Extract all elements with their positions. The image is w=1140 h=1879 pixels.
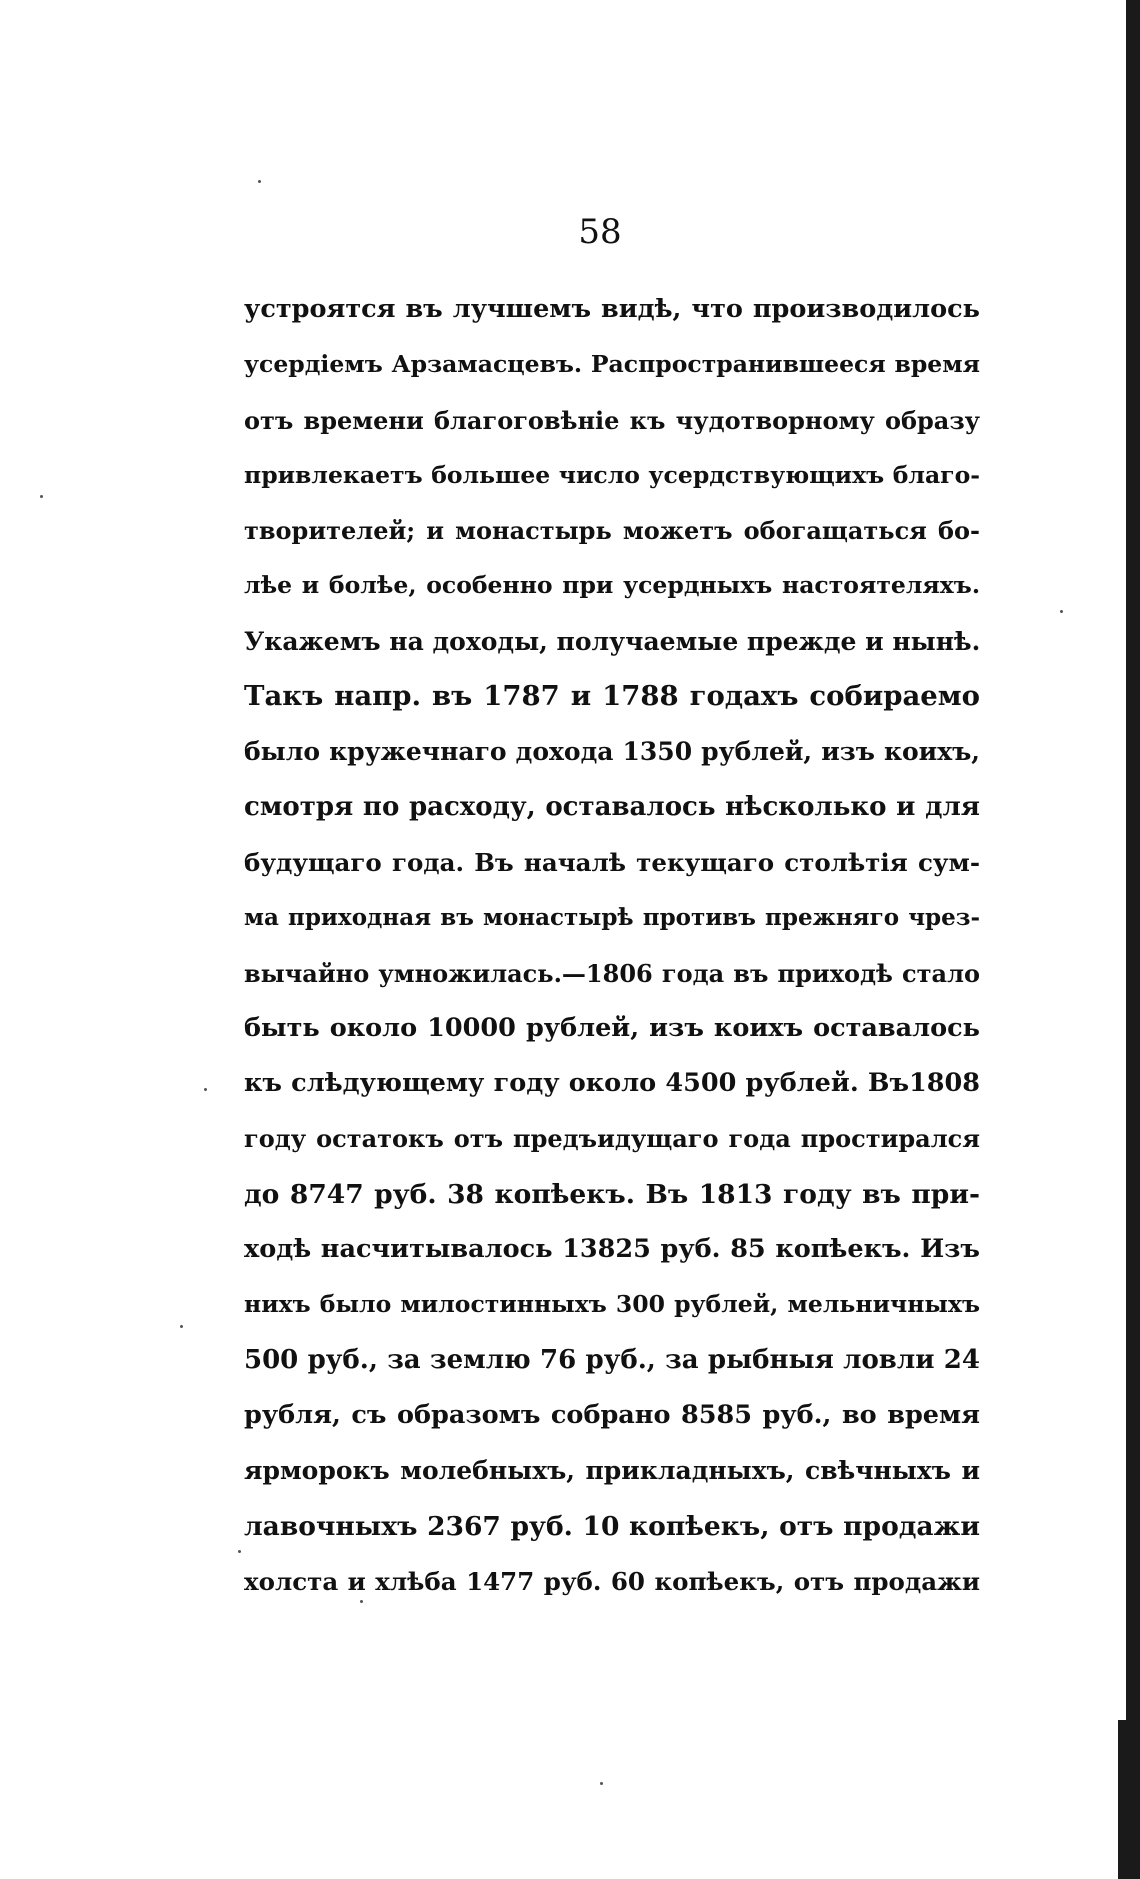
text-line: ярморокъ молебныхъ, прикладныхъ, свѣчныхъ и <box>244 1456 980 1486</box>
scan-speck <box>204 1088 207 1091</box>
text-line: отъ времени благоговѣніе къ чудотворному образу <box>244 405 980 435</box>
text-line: ходѣ насчитывалось 13825 руб. 85 копѣекъ. Изъ <box>244 1234 980 1265</box>
text-line: вычайно умножилась.—1806 года въ приходѣ стало <box>244 958 980 988</box>
text-line: ма приходная въ монастырѣ противъ прежняго чрез- <box>244 904 980 932</box>
scan-speck <box>1060 610 1063 613</box>
text-line: году остатокъ отъ предъидущаго года простирался <box>244 1124 980 1154</box>
text-line: нихъ было милостинныхъ 300 рублей, мельничныхъ <box>244 1290 980 1319</box>
text-line: усердіемъ Арзамасцевъ. Распространившееся время <box>244 350 980 379</box>
text-line: рубля, съ образомъ собрано 8585 руб., во время <box>244 1399 980 1430</box>
text-line: смотря по расходу, оставалось нѣсколько и для <box>244 791 980 822</box>
scan-speck <box>600 1782 603 1785</box>
text-line: привлекаетъ большее число усердствующихъ благо- <box>244 460 980 489</box>
page-edge-shadow-bottom <box>1118 1720 1140 1879</box>
text-line: Укажемъ на доходы, получаемые прежде и нынѣ. <box>244 626 981 656</box>
text-line: къ слѣдующему году около 4500 рублей. Въ1808 <box>244 1068 980 1099</box>
text-line: лавочныхъ 2367 руб. 10 копѣекъ, отъ продажи <box>244 1510 980 1542</box>
page-edge-shadow <box>1126 0 1140 1879</box>
text-line: устроятся въ лучшемъ видѣ, что производилось <box>244 294 980 324</box>
body-text <box>244 282 980 1609</box>
scan-speck <box>180 1325 183 1328</box>
scan-speck <box>360 1600 363 1603</box>
page-number: 58 <box>578 212 622 252</box>
text-line: лѣе и болѣе, особенно при усердныхъ настоятеляхъ. <box>244 571 980 600</box>
text-line: быть около 10000 рублей, изъ коихъ оставалось <box>244 1012 980 1043</box>
text-line: холста и хлѣба 1477 руб. 60 копѣекъ, отъ продажи <box>244 1566 980 1596</box>
text-line: будущаго года. Въ началѣ текущаго столѣтія сум- <box>244 847 980 877</box>
text-line: было кружечнаго дохода 1350 рублей, изъ коихъ, <box>244 737 980 767</box>
scan-speck <box>238 1550 241 1553</box>
text-line: до 8747 руб. 38 копѣекъ. Въ 1813 году въ при- <box>244 1178 980 1210</box>
text-line: творителей; и монастырь можетъ обогащаться бо- <box>244 516 980 546</box>
text-line: 500 руб., за землю 76 руб., за рыбныя ловли 24 <box>244 1344 980 1375</box>
scan-speck <box>258 180 261 183</box>
scan-speck <box>40 495 43 498</box>
text-line: Такъ напр. въ 1787 и 1788 годахъ собираемо <box>244 680 980 713</box>
